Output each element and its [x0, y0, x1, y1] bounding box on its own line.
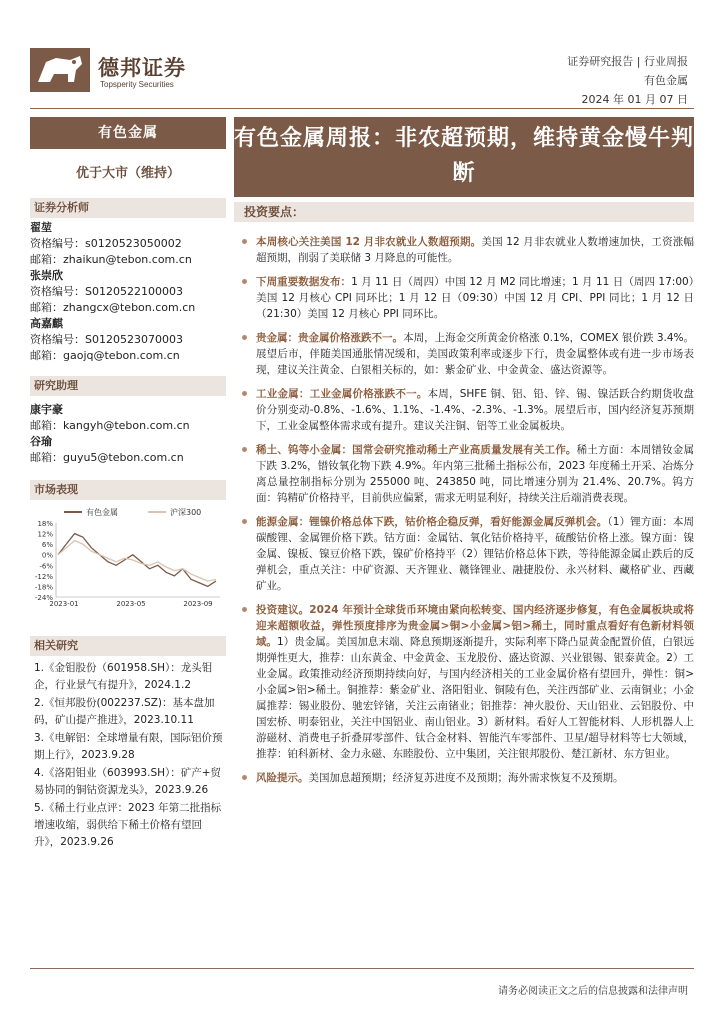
analysts-heading: 证券分析师: [30, 198, 226, 218]
point-lead: 下周重要数据发布：: [256, 276, 352, 288]
page-header: [0, 0, 724, 110]
point-text: 1）贵金属。美国加息末端、降息预期逐渐提升，实际利率下降凸显黄金配置价值，白银远期弹性更大，推荐：山东黄金、中金黄金、玉龙股份、盛达资源、兴业银锡、银泰黄金。2）工业金属。政策推动经济预期持续向好，与国内经济相关的工业金属价格有望回升，弹性：铜>小金属>铝>稀土。铜推荐：紫金矿业、洛阳钼业、铜陵有色，关注西部矿业、云南铜业；小金属推荐：锡业股份、驰宏锌锗，关注云南锗业；铝推荐：神火股份、天山铝业、云铝股份、中国宏桥、明泰铝业，关注中国铝业、南山铝业。3）新材料。看好人工智能材料、人形机器人上游磁材、消费电子折叠屏零部件、钛合金材料、智能汽车零部件、卫星/超导材料等七大领域，推荐：铂科新材、金力永磁、东睦股份、立中集团，关注银邦股份、楚江新材、东方钽业。: [256, 636, 694, 760]
report-type: 证券研究报告 | 行业周报: [567, 55, 688, 68]
bullet-icon: [242, 447, 247, 452]
header-divider: [30, 108, 694, 109]
related-item[interactable]: 4.《洛阳钼业（603993.SH）：矿产+贸易协同的铜钴资源龙头》，2023.9.26: [34, 767, 222, 796]
report-date: 2024 年 01 月 07 日: [581, 93, 688, 106]
report-meta: [567, 52, 688, 109]
analyst: [30, 316, 226, 364]
point-paragraph: [240, 274, 694, 322]
analyst-name: 张崇欣: [30, 269, 63, 282]
assistant: [30, 402, 226, 434]
y-tick-label: -6%: [39, 562, 53, 571]
report-sector: 有色金属: [644, 74, 688, 87]
related-item[interactable]: 5.《稀土行业点评：2023 年第二批指标增速收缩，弱供给下稀土价格有望回升》，2023.9.26: [34, 802, 222, 848]
series-line: [58, 534, 216, 587]
rating: 优于大市（维持）: [75, 166, 180, 181]
point-lead: 投资建议。2024 年预计全球货币环境由紧向松转变、国内经济逐步修复，有色金属板块或将迎来超额收益，弹性预度排序为贵金属>铜>小金属>铝>稀土，同时重点看好有色新材料领域。: [256, 604, 694, 648]
analyst-name: 高嘉麒: [30, 317, 63, 330]
assistant: [30, 434, 226, 466]
point-text: （1）锂方面：本周碳酸锂、金属锂价格下跌。钴方面：金属钴、氧化钴价格持平，硫酸钴价格上涨。镍方面：镍金属、镍板、镍豆价格下跌，镍矿价格持平（2）锂钴价格总体下跌，等待能源金属止跌后的反弹机会，重点关注：中矿资源、天齐锂业、赣锋锂业、融捷股份、永兴材料、藏格矿业、西藏矿业。: [256, 516, 695, 592]
legend-label: 有色金属: [86, 508, 118, 517]
analysts-list: [30, 220, 226, 364]
point-text: 美国加息超预期；经济复苏进度不及预期；海外需求恢复不及预期。: [308, 772, 624, 784]
bull-logo-icon: [30, 48, 90, 92]
bullet-icon: [242, 607, 247, 612]
brand-name-en: Topsperity Securities: [100, 80, 174, 89]
x-tick-label: 2023-09: [183, 600, 213, 608]
footer-divider: [30, 968, 694, 969]
point-text: 稀土方面：本周镨钕金属下跌 3.2%，镨钕氧化物下跌 4.9%。年内第三批稀土指标公布，2023 年度稀土开采、冶炼分离总量控制指标分别为 255000 吨、243850 吨，同比增速分别为 21.4%、20.7%。钨方面：钨精矿价格持平，目前供应偏紧，需求无明显利好，持续关注后端消费表现。: [256, 444, 694, 504]
brand-name: 德邦证券: [98, 56, 186, 80]
bullet-icon: [242, 279, 247, 284]
related-item[interactable]: 1.《金钼股份（601958.SH）：龙头钼企，行业景气有提升》，2024.1.2: [34, 662, 213, 691]
analyst-name: 翟堃: [30, 221, 52, 234]
assistant-email[interactable]: 邮箱：guyu5@tebon.com.cn: [30, 451, 184, 464]
market-chart-svg: [30, 505, 226, 609]
assistant-name: 康宇豪: [30, 403, 63, 416]
point-paragraph: [240, 442, 694, 506]
point-paragraph: [240, 386, 694, 434]
points-heading: 投资要点：: [234, 202, 694, 222]
analyst: [30, 268, 226, 316]
report-body: [240, 234, 694, 794]
point-lead: 贵金属：贵金属价格涨跌不一。: [256, 332, 404, 344]
point-paragraph: [240, 770, 694, 786]
point-lead: 稀土、钨等小金属：国常会研究推动稀土产业高质量发展有关工作。: [256, 444, 577, 456]
assistants-list: [30, 402, 226, 466]
legend-label: 沪深300: [170, 508, 202, 517]
analyst-cert: 资格编号：s0120523050002: [30, 237, 182, 250]
point-text: 美国 12 月非农就业人数增速加快，工资涨幅超预期，削弱了美联储 3 月降息的可能性。: [256, 236, 694, 264]
related-item[interactable]: 3.《电解铝：全球增量有限，国际铝价预期上行》，2023.9.28: [34, 732, 223, 761]
analyst: [30, 220, 226, 268]
x-tick-label: 2023-01: [49, 600, 79, 608]
y-tick-label: 0%: [41, 551, 53, 560]
footer-disclaimer[interactable]: 请务必阅读正文之后的信息披露和法律声明: [498, 986, 688, 997]
point-paragraph: [240, 602, 694, 762]
point-lead: 能源金属：锂镍价格总体下跌，钴价格企稳反弹，看好能源金属反弹机会。: [256, 516, 608, 528]
bullet-icon: [242, 775, 247, 780]
x-tick-label: 2023-05: [116, 600, 146, 608]
bullet-icon: [242, 519, 247, 524]
point-lead: 风险提示。: [256, 772, 309, 784]
point-text: 本周，SHFE 铜、铝、铅、锌、锡、镍活跃合约期货收盘价分别变动-0.8%、-1.6%、1.1%、-1.4%、-2.3%、-1.3%。展望后市，国内经济复苏预期下，工业金属整体需求或有提升。建议关注铜、铝等工业金属板块。: [256, 388, 694, 432]
assistant-email[interactable]: 邮箱：kangyh@tebon.com.cn: [30, 419, 190, 432]
point-paragraph: [240, 234, 694, 266]
related-heading: 相关研究: [30, 636, 226, 656]
related-list: [34, 660, 226, 852]
point-paragraph: [240, 330, 694, 378]
point-text: 本周，上海金交所黄金价格涨 0.1%，COMEX 银价跌 3.4%。展望后市，伴随美国通胀情况缓和，美国政策利率或逐步下行，贵金属整体或有进一步市场表现，建议关注黄金、白银相关标的，如：紫金矿业、中金黄金、盛达资源等。: [256, 332, 694, 376]
y-tick-label: 12%: [37, 530, 53, 539]
y-tick-label: 6%: [41, 541, 53, 550]
analyst-cert: 资格编号：S0120522100003: [30, 285, 183, 298]
bullet-icon: [242, 239, 247, 244]
y-tick-label: -18%: [34, 583, 53, 592]
market-heading: 市场表现: [30, 480, 226, 500]
y-tick-label: 18%: [37, 520, 53, 528]
bullet-icon: [242, 335, 247, 340]
series-line: [58, 541, 216, 582]
analyst-email[interactable]: 邮箱：zhangcx@tebon.com.cn: [30, 301, 196, 314]
bullet-icon: [242, 391, 247, 396]
related-item[interactable]: 2.《恒邦股份(002237.SZ)：基本盘加码，矿山提产推进》，2023.10.11: [34, 697, 215, 726]
analyst-email[interactable]: 邮箱：zhaikun@tebon.com.cn: [30, 253, 192, 266]
market-chart: [30, 505, 226, 609]
y-tick-label: -12%: [34, 572, 53, 581]
point-lead: 工业金属：工业金属价格涨跌不一。: [256, 388, 428, 400]
assistant-name: 谷瑜: [30, 435, 52, 448]
analyst-cert: 资格编号：S0120523070003: [30, 333, 183, 346]
analyst-email[interactable]: 邮箱：gaojq@tebon.com.cn: [30, 349, 180, 362]
sector-box: 有色金属: [30, 117, 226, 149]
point-text: 1 月 11 日（周四）中国 12 月 M2 同比增速；1 月 11 日（周四 17:00）美国 12 月核心 CPI 同环比；1 月 12 日（09:30）中国 12 月 CPI、PPI 同比；1 月 12 日（21:30）美国 12 月核心 PPI 同环比。: [256, 276, 695, 320]
point-paragraph: [240, 514, 694, 594]
assistants-heading: 研究助理: [30, 376, 226, 396]
point-lead: 本周核心关注美国 12 月非农就业人数超预期。: [256, 236, 482, 248]
y-tick-label: -24%: [34, 594, 53, 602]
report-title: 有色金属周报：非农超预期，维持黄金慢牛判断: [234, 117, 694, 197]
